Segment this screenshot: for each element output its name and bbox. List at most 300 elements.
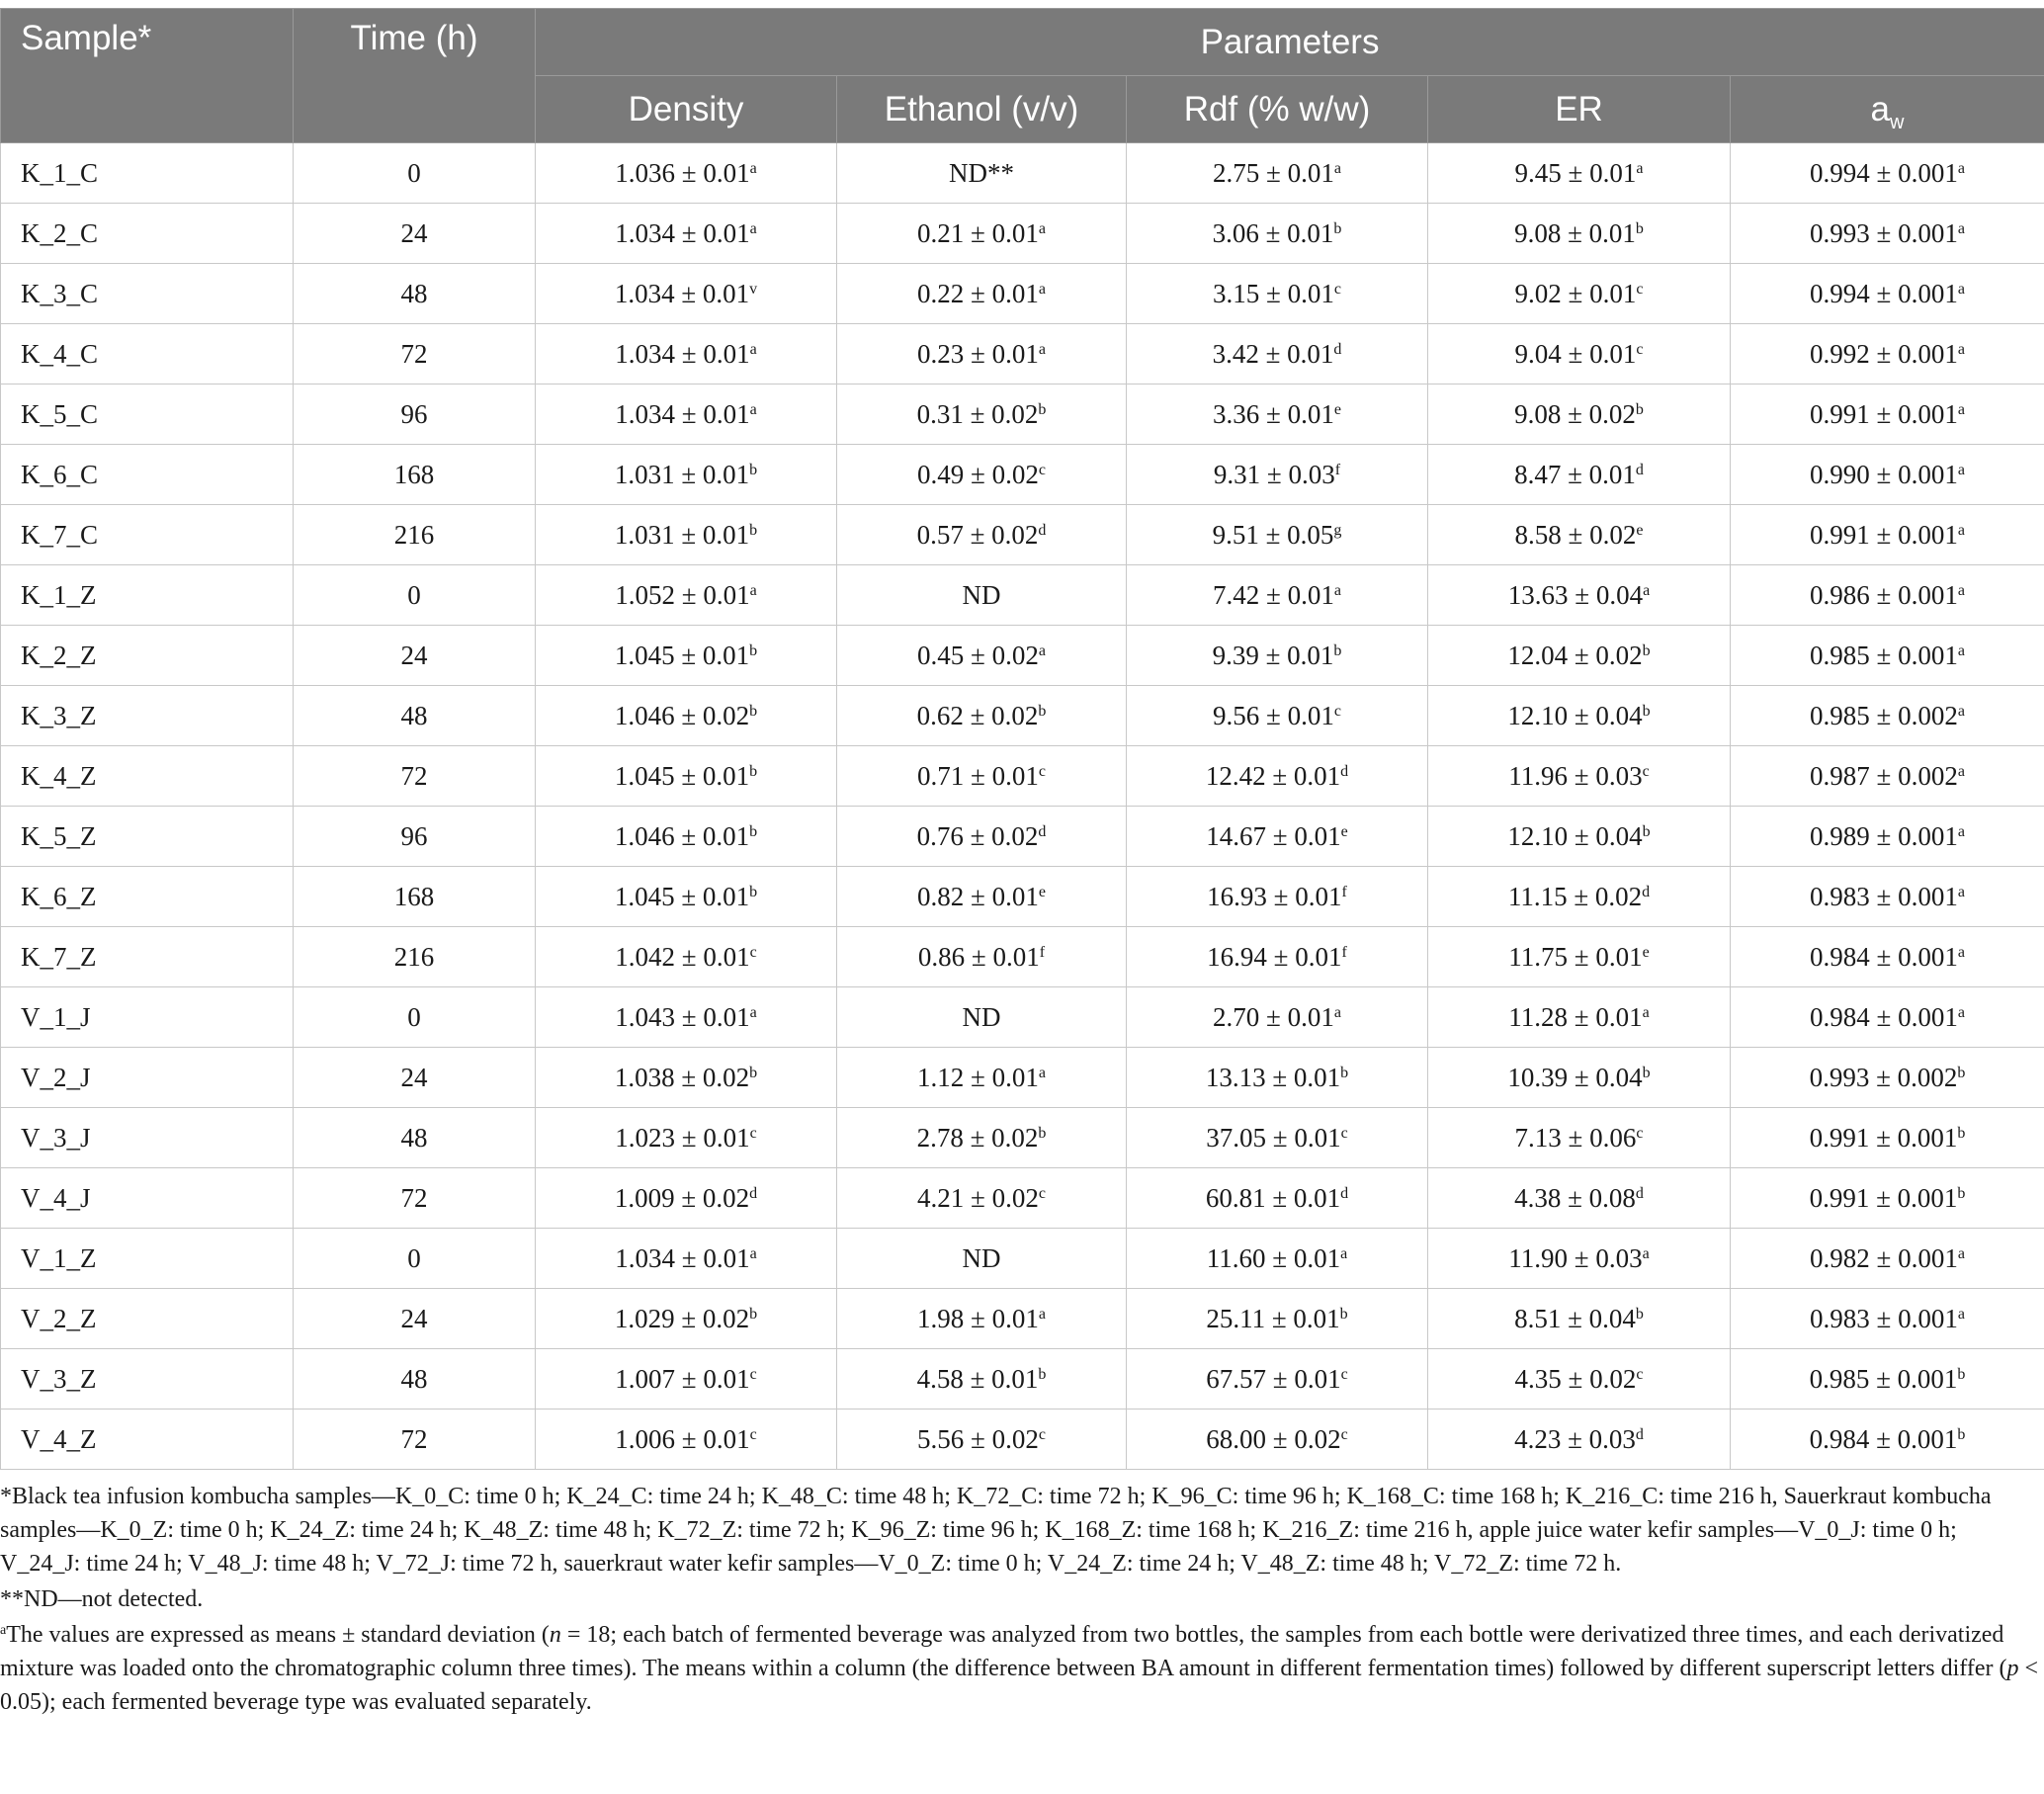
cell-density-letter: a [749,400,757,418]
cell-ethanol-value: 0.62 ± 0.02 [916,700,1039,730]
cell-time: 48 [294,1108,536,1168]
cell-density-letter: b [749,822,758,840]
cell-aw [1731,746,2044,807]
cell-rdf-value: 11.60 ± 0.01 [1206,1242,1341,1273]
cell-ethanol [837,867,1127,927]
cell-aw-letter: a [1957,702,1965,720]
cell-density-letter: c [749,1425,757,1443]
cell-aw-letter: a [1957,400,1965,418]
cell-rdf-letter: c [1340,1124,1348,1142]
cell-time: 72 [294,1410,536,1470]
cell-ethanol [837,384,1127,445]
cell-aw-value: 0.993 ± 0.002 [1809,1062,1958,1092]
cell-er [1428,204,1731,264]
cell-aw-value: 0.989 ± 0.001 [1810,820,1958,851]
table-row [1,143,2044,204]
cell-time: 24 [294,1289,536,1349]
cell-ethanol-letter: c [1038,1184,1046,1202]
cell-er [1428,1410,1731,1470]
cell-density-value: 1.034 ± 0.01 [614,278,750,308]
cell-er-letter: b [1642,822,1651,840]
cell-density [536,1229,837,1289]
cell-rdf-letter: d [1333,340,1342,358]
cell-ethanol-letter: f [1039,943,1046,961]
cell-ethanol-value: 2.78 ± 0.02 [916,1122,1039,1153]
cell-ethanol-letter: d [1038,521,1047,539]
cell-ethanol-value: 0.71 ± 0.01 [917,760,1039,791]
cell-rdf-letter: a [1333,1003,1341,1021]
cell-rdf [1127,565,1428,626]
cell-aw-value: 0.985 ± 0.001 [1810,640,1958,670]
cell-ethanol-letter: b [1038,400,1047,418]
cell-rdf [1127,867,1428,927]
cell-ethanol [837,505,1127,565]
cell-er-letter: c [1636,1124,1644,1142]
table-row [1,626,2044,686]
cell-rdf [1127,1048,1428,1108]
cell-aw-value: 0.984 ± 0.001 [1809,1423,1958,1454]
footnote-values-text-a: The values are expressed as means ± standard deviation ( [6,1622,550,1648]
cell-density [536,565,837,626]
cell-ethanol [837,927,1127,987]
cell-time: 72 [294,1168,536,1229]
cell-rdf-value: 60.81 ± 0.01 [1205,1182,1341,1213]
cell-er [1428,1349,1731,1410]
cell-aw-letter: a [1957,1305,1965,1323]
cell-aw-letter: a [1957,1244,1965,1262]
cell-aw-letter: a [1957,581,1965,599]
cell-ethanol [837,445,1127,505]
cell-er [1428,1048,1731,1108]
cell-aw-letter: b [1957,1365,1966,1383]
header-time: Time (h) [294,9,536,143]
header-parameters: Parameters [536,9,2044,76]
cell-rdf [1127,445,1428,505]
cell-ethanol [837,626,1127,686]
cell-time: 0 [294,143,536,204]
table-row [1,1349,2044,1410]
cell-er [1428,143,1731,204]
cell-density [536,505,837,565]
cell-er-value: 8.51 ± 0.04 [1514,1303,1636,1333]
cell-density-value: 1.043 ± 0.01 [615,1001,750,1032]
cell-er-value: 9.45 ± 0.01 [1514,157,1637,188]
cell-rdf-letter: d [1340,1184,1349,1202]
cell-sample: K_7_Z [1,927,294,987]
cell-rdf [1127,1349,1428,1410]
cell-aw [1731,927,2044,987]
cell-rdf-value: 9.56 ± 0.01 [1213,700,1334,730]
cell-density-value: 1.042 ± 0.01 [615,941,750,972]
cell-rdf-letter: c [1333,702,1341,720]
cell-aw [1731,1108,2044,1168]
cell-er-value: 11.90 ± 0.03 [1508,1242,1643,1273]
cell-rdf-letter: f [1334,461,1341,478]
cell-density-letter: a [749,340,757,358]
cell-ethanol [837,1108,1127,1168]
cell-rdf-value: 3.36 ± 0.01 [1213,398,1334,429]
cell-aw [1731,1289,2044,1349]
cell-rdf-letter: d [1340,762,1349,780]
cell-ethanol-value: 0.86 ± 0.01 [917,941,1040,972]
cell-aw-value: 0.991 ± 0.001 [1810,519,1958,550]
cell-er [1428,324,1731,384]
cell-rdf [1127,384,1428,445]
cell-density-value: 1.034 ± 0.01 [615,1242,750,1273]
cell-density-letter: c [749,1124,757,1142]
cell-rdf-letter: a [1340,1244,1348,1262]
cell-rdf-letter: e [1333,400,1341,418]
cell-aw [1731,505,2044,565]
cell-rdf-value: 3.42 ± 0.01 [1212,338,1334,369]
cell-rdf-letter: b [1340,1064,1349,1081]
cell-rdf-value: 9.31 ± 0.03 [1213,459,1335,489]
cell-rdf-letter: c [1340,1425,1348,1443]
cell-ethanol-letter: a [1038,219,1046,237]
cell-er-letter: a [1643,581,1651,599]
cell-aw [1731,867,2044,927]
table-row [1,927,2044,987]
cell-density-letter: a [749,159,757,177]
cell-aw-letter: a [1957,943,1965,961]
footnote-values-text-b: = 18; each batch of fermented beverage was analyzed from two bottles, the samples from each bottle were derivatized three times, and each derivatized mixture was loaded onto the chromatographic column three times). The means within a column (the difference between BA amount in different fermentation times) followed by different superscript letters differ ( [0,1622,2007,1681]
cell-ethanol-letter: a [1038,340,1046,358]
cell-ethanol-value: ND [962,1242,1001,1273]
cell-density [536,686,837,746]
cell-aw-value: 0.985 ± 0.002 [1810,700,1958,730]
cell-aw-value: 0.994 ± 0.001 [1810,278,1958,308]
cell-er [1428,565,1731,626]
header-aw-sub: w [1890,111,1905,133]
cell-aw-letter: a [1957,822,1965,840]
cell-density-letter: a [749,1003,757,1021]
cell-aw-value: 0.991 ± 0.001 [1810,398,1958,429]
cell-er-value: 9.02 ± 0.01 [1514,278,1637,308]
cell-aw-value: 0.984 ± 0.001 [1810,1001,1958,1032]
footnote-nd: **ND—not detected. [0,1586,204,1612]
cell-sample: V_4_J [1,1168,294,1229]
cell-sample: K_5_Z [1,807,294,867]
cell-density-value: 1.046 ± 0.01 [614,820,750,851]
cell-density-value: 1.045 ± 0.01 [614,640,750,670]
cell-sample: K_1_C [1,143,294,204]
cell-aw-value: 0.990 ± 0.001 [1810,459,1958,489]
cell-er [1428,927,1731,987]
header-ethanol: Ethanol (v/v) [837,76,1127,143]
cell-rdf [1127,927,1428,987]
cell-er [1428,867,1731,927]
cell-er-value: 13.63 ± 0.04 [1507,579,1644,610]
footnote-values-marker: a [0,1623,7,1638]
cell-ethanol-letter: c [1038,762,1046,780]
cell-sample: V_3_J [1,1108,294,1168]
cell-er-value: 8.58 ± 0.02 [1514,519,1637,550]
cell-er-value: 9.04 ± 0.01 [1514,338,1637,369]
cell-density-value: 1.036 ± 0.01 [615,157,750,188]
cell-rdf-value: 2.70 ± 0.01 [1213,1001,1334,1032]
cell-rdf [1127,987,1428,1048]
cell-ethanol-value: 0.49 ± 0.02 [917,459,1039,489]
cell-density [536,746,837,807]
cell-ethanol-value: 4.21 ± 0.02 [917,1182,1039,1213]
cell-er-letter: c [1636,280,1644,298]
table-row [1,1048,2044,1108]
cell-ethanol-letter: b [1038,1124,1047,1142]
cell-sample: K_2_C [1,204,294,264]
cell-er-value: 4.35 ± 0.02 [1514,1363,1637,1394]
cell-er-value: 11.15 ± 0.02 [1507,881,1643,911]
cell-er-value: 11.75 ± 0.01 [1508,941,1643,972]
cell-er [1428,264,1731,324]
cell-sample: K_3_Z [1,686,294,746]
results-table [0,8,2044,1470]
footnote-values-p: p [2006,1656,2019,1681]
cell-density-letter: a [749,581,757,599]
cell-density-value: 1.045 ± 0.01 [614,760,750,791]
cell-aw-letter: a [1957,461,1965,478]
cell-ethanol-letter: c [1038,1425,1046,1443]
cell-aw-letter: a [1957,521,1965,539]
cell-aw-value: 0.983 ± 0.001 [1810,1303,1958,1333]
cell-time: 48 [294,1349,536,1410]
cell-er [1428,445,1731,505]
cell-aw-letter: a [1957,340,1965,358]
cell-rdf-letter: f [1341,883,1347,900]
cell-er-letter: a [1642,1244,1650,1262]
cell-ethanol-letter: a [1038,280,1046,298]
cell-aw-letter: a [1957,280,1965,298]
cell-density-value: 1.031 ± 0.01 [614,519,750,550]
cell-er-letter: b [1635,400,1644,418]
cell-er-value: 12.10 ± 0.04 [1507,700,1643,730]
cell-density [536,1108,837,1168]
cell-rdf [1127,626,1428,686]
cell-density [536,1349,837,1410]
cell-er-letter: b [1642,702,1651,720]
cell-er [1428,987,1731,1048]
cell-aw-letter: b [1957,1064,1966,1081]
cell-rdf-value: 7.42 ± 0.01 [1213,579,1334,610]
cell-er [1428,686,1731,746]
cell-sample: K_3_C [1,264,294,324]
cell-ethanol [837,686,1127,746]
cell-er-letter: b [1635,1305,1644,1323]
footnote-samples: *Black tea infusion kombucha samples—K_0_C: time 0 h; K_24_C: time 24 h; K_48_C: time 48 h; K_72_C: time 72 h; K_96_C: time 96 h; K_168_C: time 168 h; K_216_C: time 216 h, Sauerkraut kombucha samples—K_0_Z: time 0 h; K_24_Z: time 24 h; K_48_Z: time 48 h; K_72_Z: time 72 h; K_96_Z: time 96 h; K_168_Z: time 168 h; K_216_Z: time 216 h, apple juice water kefir samples—V_0_J: time 0 h; V_24_J: time 24 h; V_48_J: time 48 h; V_72_J: time 72 h, sauerkraut water kefir samples—V_0_Z: time 0 h; V_24_Z: time 24 h; V_48_Z: time 48 h; V_72_Z: time 72 h. [0,1484,1992,1577]
cell-ethanol [837,143,1127,204]
cell-rdf [1127,1229,1428,1289]
cell-er [1428,1108,1731,1168]
cell-er-letter: c [1642,762,1650,780]
cell-er [1428,1229,1731,1289]
cell-rdf-value: 37.05 ± 0.01 [1206,1122,1341,1153]
cell-ethanol-value: 0.23 ± 0.01 [917,338,1039,369]
cell-time: 168 [294,867,536,927]
table-row [1,987,2044,1048]
cell-ethanol-letter: e [1038,883,1046,900]
cell-density-value: 1.046 ± 0.02 [614,700,750,730]
cell-er-value: 11.28 ± 0.01 [1508,1001,1643,1032]
table-row [1,686,2044,746]
cell-density-letter: b [749,702,758,720]
cell-er-value: 9.08 ± 0.01 [1514,217,1636,248]
cell-density-letter: b [749,883,758,900]
cell-density-value: 1.052 ± 0.01 [615,579,750,610]
cell-density-letter: b [749,461,758,478]
cell-aw-value: 0.985 ± 0.001 [1809,1363,1958,1394]
cell-density-value: 1.034 ± 0.01 [615,398,750,429]
cell-aw-value: 0.984 ± 0.001 [1810,941,1958,972]
cell-density [536,807,837,867]
cell-time: 24 [294,1048,536,1108]
table-body [1,143,2044,1470]
cell-density-letter: b [749,762,758,780]
cell-aw-letter: b [1957,1425,1966,1443]
cell-time: 168 [294,445,536,505]
cell-aw-value: 0.986 ± 0.001 [1810,579,1958,610]
cell-rdf-value: 67.57 ± 0.01 [1206,1363,1341,1394]
cell-ethanol-value: 4.58 ± 0.01 [916,1363,1039,1394]
cell-rdf-letter: e [1340,822,1348,840]
cell-density [536,927,837,987]
cell-er-letter: c [1636,340,1644,358]
cell-er-letter: e [1636,521,1644,539]
cell-density-letter: a [749,1244,757,1262]
cell-rdf-value: 2.75 ± 0.01 [1213,157,1334,188]
header-sample: Sample* [1,9,294,143]
cell-time: 24 [294,204,536,264]
cell-aw-value: 0.991 ± 0.001 [1809,1182,1958,1213]
cell-er-letter: d [1635,1184,1644,1202]
cell-density [536,1168,837,1229]
cell-ethanol [837,324,1127,384]
footnote-values-n: n [549,1622,561,1648]
cell-aw [1731,1349,2044,1410]
cell-aw [1731,807,2044,867]
cell-sample: K_6_C [1,445,294,505]
cell-rdf [1127,1108,1428,1168]
cell-aw [1731,1168,2044,1229]
cell-aw-letter: a [1957,641,1965,659]
cell-rdf [1127,1410,1428,1470]
cell-density [536,987,837,1048]
cell-er-letter: d [1635,461,1644,478]
cell-ethanol-letter: b [1038,1365,1047,1383]
cell-aw-value: 0.982 ± 0.001 [1810,1242,1958,1273]
cell-ethanol [837,1168,1127,1229]
cell-er [1428,746,1731,807]
cell-ethanol-letter: a [1038,641,1046,659]
cell-ethanol-value: 0.82 ± 0.01 [917,881,1039,911]
table-row [1,565,2044,626]
cell-ethanol-value: 0.57 ± 0.02 [916,519,1039,550]
cell-density [536,204,837,264]
cell-ethanol [837,807,1127,867]
cell-sample: V_1_Z [1,1229,294,1289]
cell-ethanol-value: 1.12 ± 0.01 [917,1062,1039,1092]
cell-aw-letter: a [1957,883,1965,900]
cell-ethanol [837,1048,1127,1108]
cell-rdf-letter: a [1333,581,1341,599]
table-row [1,1229,2044,1289]
header-density: Density [536,76,837,143]
cell-sample: V_4_Z [1,1410,294,1470]
cell-density [536,1289,837,1349]
cell-aw [1731,686,2044,746]
cell-rdf-value: 14.67 ± 0.01 [1206,820,1341,851]
cell-rdf-letter: g [1333,521,1342,539]
cell-aw-letter: a [1957,1003,1965,1021]
cell-ethanol-letter: a [1038,1064,1046,1081]
cell-er-value: 4.23 ± 0.03 [1514,1423,1636,1454]
table-row [1,384,2044,445]
cell-ethanol-value: ND [962,579,1001,610]
cell-time: 0 [294,987,536,1048]
cell-er-value: 12.04 ± 0.02 [1507,640,1643,670]
cell-rdf [1127,204,1428,264]
cell-density-letter: c [749,1365,757,1383]
cell-density [536,384,837,445]
cell-er-letter: c [1636,1365,1644,1383]
cell-rdf-value: 16.94 ± 0.01 [1207,941,1342,972]
cell-aw [1731,264,2044,324]
cell-sample: K_5_C [1,384,294,445]
footnote-values-text-c: < 0.05); each fermented beverage type was evaluated separately. [0,1656,2039,1715]
cell-aw-value: 0.994 ± 0.001 [1810,157,1958,188]
cell-aw-value: 0.993 ± 0.001 [1810,217,1958,248]
cell-rdf [1127,1168,1428,1229]
cell-sample: K_2_Z [1,626,294,686]
cell-rdf-letter: b [1333,641,1342,659]
cell-density [536,445,837,505]
cell-sample: V_1_J [1,987,294,1048]
cell-er [1428,1168,1731,1229]
cell-rdf-letter: a [1333,159,1341,177]
cell-time: 72 [294,746,536,807]
cell-ethanol-letter: a [1038,1305,1046,1323]
cell-ethanol [837,987,1127,1048]
cell-er [1428,1289,1731,1349]
header-aw [1731,76,2044,143]
cell-er-letter: a [1636,159,1644,177]
cell-density [536,324,837,384]
table-row [1,746,2044,807]
cell-ethanol [837,1349,1127,1410]
cell-rdf-letter: b [1333,219,1342,237]
cell-rdf-value: 9.51 ± 0.05 [1212,519,1334,550]
cell-er-value: 12.10 ± 0.04 [1507,820,1643,851]
cell-density-value: 1.029 ± 0.02 [614,1303,750,1333]
cell-rdf [1127,505,1428,565]
cell-time: 24 [294,626,536,686]
cell-ethanol [837,746,1127,807]
cell-density [536,867,837,927]
cell-aw-letter: b [1957,1184,1966,1202]
cell-time: 0 [294,1229,536,1289]
cell-er-letter: b [1635,219,1644,237]
cell-time: 72 [294,324,536,384]
cell-density-letter: b [749,641,758,659]
cell-density-value: 1.034 ± 0.01 [615,338,750,369]
cell-ethanol-value: 1.98 ± 0.01 [917,1303,1039,1333]
cell-er-letter: b [1642,641,1651,659]
cell-density-letter: v [749,280,758,298]
table-row [1,1108,2044,1168]
cell-rdf-letter: f [1341,943,1347,961]
cell-aw [1731,143,2044,204]
cell-density-value: 1.007 ± 0.01 [615,1363,750,1394]
cell-density [536,264,837,324]
cell-rdf-letter: c [1340,1365,1348,1383]
